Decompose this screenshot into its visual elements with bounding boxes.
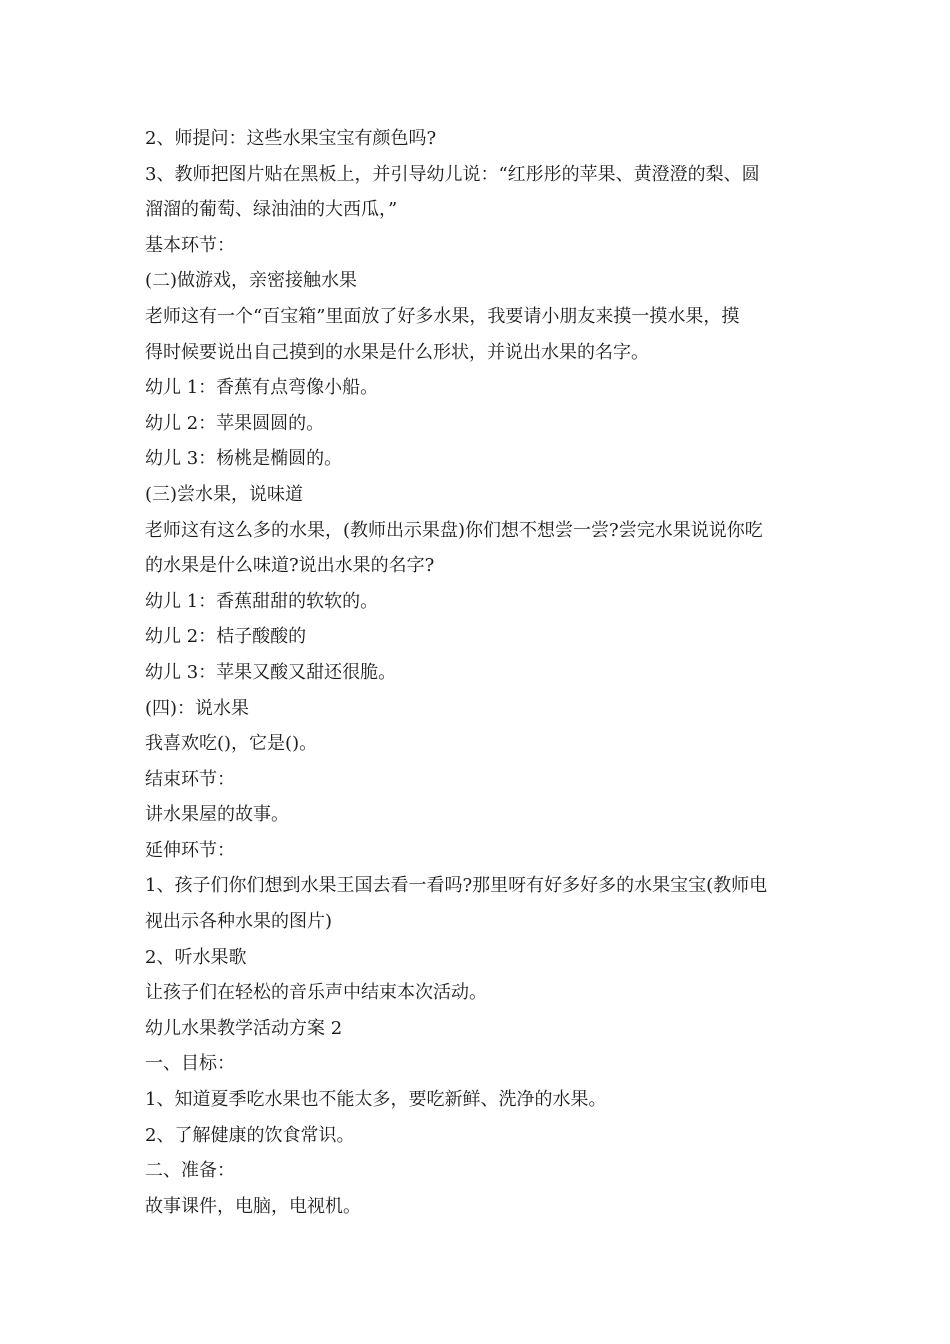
section-heading: (三)尝水果，说味道 [145,483,304,505]
text-line: 幼儿 3：杨桃是椭圆的。 [145,448,343,470]
text-line: 我喜欢吃()，它是()。 [145,733,318,755]
section-heading: 二、准备： [145,1160,235,1182]
text-line: 得时候要说出自己摸到的水果是什么形状，并说出水果的名字。 [145,341,649,363]
text-line: 2、了解健康的饮食常识。 [145,1124,355,1146]
text-line: 3、教师把图片贴在黑板上，并引导幼儿说：“红彤彤的苹果、黄澄澄的梨、圆 [145,163,760,185]
text-line: 1、孩子们你们想到水果王国去看一看吗?那里呀有好多好多的水果宝宝(教师电 [145,875,768,897]
section-heading: 延伸环节： [145,839,235,861]
section-heading: (二)做游戏，亲密接触水果 [145,270,358,292]
section-heading: 基本环节： [145,234,235,256]
document-body [145,121,811,1224]
text-line: 让孩子们在轻松的音乐声中结束本次活动。 [145,982,487,1004]
text-line: 1、知道夏季吃水果也不能太多，要吃新鲜、洗净的水果。 [145,1089,607,1111]
text-line: 2、听水果歌 [145,946,247,968]
document-title: 幼儿水果教学活动方案 2 [145,1017,343,1039]
text-line: 的水果是什么味道?说出水果的名字? [145,555,435,577]
text-line: 2、师提问：这些水果宝宝有颜色吗? [145,128,437,149]
text-line: 讲水果屋的故事。 [145,804,289,826]
text-line: 老师这有这么多的水果，(教师出示果盘)你们想不想尝一尝?尝完水果说说你吃 [145,519,763,541]
text-line: 视出示各种水果的图片) [145,911,333,933]
text-line: 幼儿 1：香蕉甜甜的软软的。 [145,590,379,612]
section-heading: 结束环节： [145,768,235,790]
text-line: 溜溜的葡萄、绿油油的大西瓜，” [145,199,398,221]
section-heading: (四)：说水果 [145,697,250,719]
text-line: 幼儿 2：苹果圆圆的。 [145,412,325,434]
section-heading: 一、目标： [145,1053,235,1075]
text-line: 幼儿 3：苹果又酸又甜还很脆。 [145,661,397,683]
text-line: 幼儿 1：香蕉有点弯像小船。 [145,377,379,399]
text-line: 老师这有一个“百宝箱”里面放了好多水果，我要请小朋友来摸一摸水果，摸 [145,305,740,327]
text-line: 幼儿 2：桔子酸酸的 [145,626,307,648]
text-line: 故事课件，电脑，电视机。 [145,1195,361,1217]
